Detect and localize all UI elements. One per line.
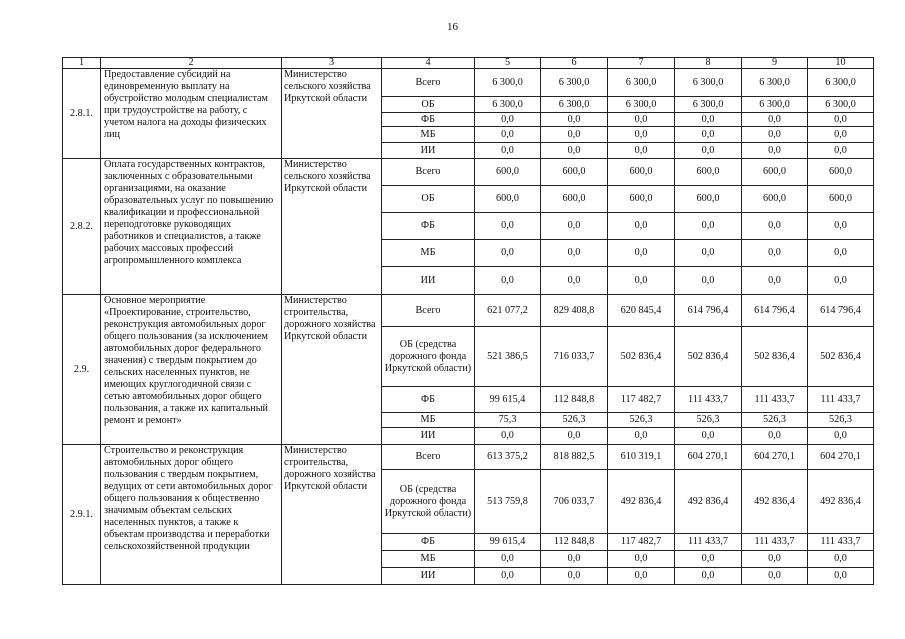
value-cell: 112 848,8 bbox=[541, 534, 608, 551]
value-cell: 0,0 bbox=[608, 267, 675, 295]
funding-source: Всего bbox=[382, 159, 475, 186]
page-number: 16 bbox=[447, 21, 458, 33]
table-row bbox=[63, 295, 874, 327]
value-cell: 600,0 bbox=[541, 186, 608, 213]
value-cell: 706 033,7 bbox=[541, 470, 608, 534]
value-cell: 0,0 bbox=[475, 213, 541, 240]
item-responsible: Министерство сельского хозяйства Иркутской области bbox=[282, 69, 382, 159]
value-cell: 0,0 bbox=[808, 213, 874, 240]
value-cell: 0,0 bbox=[742, 213, 808, 240]
value-cell: 526,3 bbox=[608, 413, 675, 428]
value-cell: 0,0 bbox=[675, 428, 742, 445]
value-cell: 0,0 bbox=[541, 428, 608, 445]
value-cell: 0,0 bbox=[541, 267, 608, 295]
value-cell: 6 300,0 bbox=[742, 69, 808, 97]
value-cell: 0,0 bbox=[808, 267, 874, 295]
value-cell: 604 270,1 bbox=[808, 445, 874, 470]
table-row bbox=[63, 159, 874, 186]
value-cell: 513 759,8 bbox=[475, 470, 541, 534]
value-cell: 0,0 bbox=[541, 240, 608, 267]
value-cell: 0,0 bbox=[475, 240, 541, 267]
value-cell: 99 615,4 bbox=[475, 387, 541, 413]
value-cell: 502 836,4 bbox=[742, 327, 808, 387]
value-cell: 117 482,7 bbox=[608, 387, 675, 413]
value-cell: 6 300,0 bbox=[675, 97, 742, 113]
value-cell: 111 433,7 bbox=[675, 387, 742, 413]
item-code: 2.8.1. bbox=[63, 69, 101, 159]
item-code: 2.8.2. bbox=[63, 159, 101, 295]
funding-source: МБ bbox=[382, 551, 475, 568]
item-description: Основное мероприятие «Проектирование, строительство, реконструкция автомобильных дорог общего пользования (за исключением автомобильных дорог федерального значения) с твердым покрытием до сельских населенных пунктов, не имеющих круглогодичной связи с сетью автомобильных дорог общего пользования, а также их капитальный ремонт и ремонт» bbox=[101, 295, 282, 445]
value-cell: 0,0 bbox=[608, 568, 675, 585]
value-cell: 620 845,4 bbox=[608, 295, 675, 327]
value-cell: 0,0 bbox=[541, 551, 608, 568]
value-cell: 600,0 bbox=[675, 186, 742, 213]
value-cell: 6 300,0 bbox=[475, 69, 541, 97]
funding-source: Всего bbox=[382, 295, 475, 327]
value-cell: 0,0 bbox=[541, 143, 608, 159]
value-cell: 0,0 bbox=[675, 213, 742, 240]
value-cell: 0,0 bbox=[675, 551, 742, 568]
header-row bbox=[63, 58, 874, 69]
funding-source: Всего bbox=[382, 69, 475, 97]
value-cell: 6 300,0 bbox=[608, 97, 675, 113]
value-cell: 526,3 bbox=[742, 413, 808, 428]
value-cell: 0,0 bbox=[675, 240, 742, 267]
value-cell: 6 300,0 bbox=[808, 97, 874, 113]
value-cell: 0,0 bbox=[475, 568, 541, 585]
value-cell: 600,0 bbox=[808, 159, 874, 186]
col-header-4: 4 bbox=[382, 58, 475, 69]
value-cell: 600,0 bbox=[742, 186, 808, 213]
item-description: Оплата государственных контрактов, заключенных с образовательными организациями, на оказание образовательных услуг по повышению квалификации и профессиональной переподготовке руководящих работников и специалистов, а также рабочих массовых профессий агропромышленного комплекса bbox=[101, 159, 282, 295]
value-cell: 600,0 bbox=[808, 186, 874, 213]
value-cell: 600,0 bbox=[475, 159, 541, 186]
value-cell: 492 836,4 bbox=[675, 470, 742, 534]
value-cell: 0,0 bbox=[742, 428, 808, 445]
funding-source: ИИ bbox=[382, 267, 475, 295]
funding-source: ОБ bbox=[382, 186, 475, 213]
funding-source: ИИ bbox=[382, 143, 475, 159]
value-cell: 0,0 bbox=[808, 143, 874, 159]
item-responsible: Министерство строительства, дорожного хозяйства Иркутской области bbox=[282, 295, 382, 445]
value-cell: 0,0 bbox=[541, 113, 608, 127]
item-code: 2.9.1. bbox=[63, 445, 101, 585]
funding-source: ФБ bbox=[382, 213, 475, 240]
value-cell: 0,0 bbox=[475, 551, 541, 568]
value-cell: 75,3 bbox=[475, 413, 541, 428]
value-cell: 600,0 bbox=[541, 159, 608, 186]
item-responsible: Министерство сельского хозяйства Иркутской области bbox=[282, 159, 382, 295]
value-cell: 0,0 bbox=[675, 127, 742, 143]
value-cell: 111 433,7 bbox=[742, 534, 808, 551]
value-cell: 716 033,7 bbox=[541, 327, 608, 387]
value-cell: 0,0 bbox=[608, 428, 675, 445]
col-header-8: 8 bbox=[675, 58, 742, 69]
value-cell: 112 848,8 bbox=[541, 387, 608, 413]
col-header-6: 6 bbox=[541, 58, 608, 69]
value-cell: 0,0 bbox=[475, 127, 541, 143]
value-cell: 0,0 bbox=[608, 143, 675, 159]
program-table bbox=[62, 57, 874, 585]
value-cell: 99 615,4 bbox=[475, 534, 541, 551]
value-cell: 0,0 bbox=[808, 428, 874, 445]
funding-source: ФБ bbox=[382, 387, 475, 413]
value-cell: 6 300,0 bbox=[742, 97, 808, 113]
funding-source: ОБ (средства дорожного фонда Иркутской области) bbox=[382, 470, 475, 534]
value-cell: 829 408,8 bbox=[541, 295, 608, 327]
value-cell: 0,0 bbox=[541, 127, 608, 143]
value-cell: 0,0 bbox=[608, 213, 675, 240]
value-cell: 0,0 bbox=[675, 143, 742, 159]
value-cell: 0,0 bbox=[742, 551, 808, 568]
value-cell: 0,0 bbox=[742, 143, 808, 159]
value-cell: 0,0 bbox=[742, 240, 808, 267]
value-cell: 492 836,4 bbox=[742, 470, 808, 534]
col-header-7: 7 bbox=[608, 58, 675, 69]
value-cell: 604 270,1 bbox=[675, 445, 742, 470]
col-header-1: 1 bbox=[63, 58, 101, 69]
value-cell: 502 836,4 bbox=[608, 327, 675, 387]
value-cell: 818 882,5 bbox=[541, 445, 608, 470]
value-cell: 0,0 bbox=[808, 551, 874, 568]
value-cell: 621 077,2 bbox=[475, 295, 541, 327]
value-cell: 0,0 bbox=[742, 113, 808, 127]
col-header-2: 2 bbox=[101, 58, 282, 69]
value-cell: 492 836,4 bbox=[808, 470, 874, 534]
value-cell: 6 300,0 bbox=[475, 97, 541, 113]
value-cell: 6 300,0 bbox=[541, 97, 608, 113]
item-description: Строительство и реконструкция автомобильных дорог общего пользования с твердым покрытием, ведущих от сети автомобильных дорог общего пользования к общественно значимым объектам сельских населенных пунктов, а также к объектам производства и переработки сельскохозяйственной продукции bbox=[101, 445, 282, 585]
value-cell: 614 796,4 bbox=[808, 295, 874, 327]
col-header-3: 3 bbox=[282, 58, 382, 69]
funding-source: МБ bbox=[382, 127, 475, 143]
value-cell: 604 270,1 bbox=[742, 445, 808, 470]
value-cell: 6 300,0 bbox=[541, 69, 608, 97]
item-description: Предоставление субсидий на единовременную выплату на обустройство молодым специалистам при трудоустройстве на работу, с учетом налога на доходы физических лиц bbox=[101, 69, 282, 159]
value-cell: 0,0 bbox=[675, 568, 742, 585]
value-cell: 0,0 bbox=[475, 428, 541, 445]
value-cell: 0,0 bbox=[541, 568, 608, 585]
value-cell: 0,0 bbox=[742, 127, 808, 143]
value-cell: 6 300,0 bbox=[675, 69, 742, 97]
value-cell: 492 836,4 bbox=[608, 470, 675, 534]
value-cell: 111 433,7 bbox=[742, 387, 808, 413]
value-cell: 0,0 bbox=[608, 113, 675, 127]
funding-source: ИИ bbox=[382, 568, 475, 585]
value-cell: 0,0 bbox=[608, 240, 675, 267]
value-cell: 0,0 bbox=[675, 267, 742, 295]
value-cell: 526,3 bbox=[541, 413, 608, 428]
value-cell: 0,0 bbox=[742, 568, 808, 585]
item-responsible: Министерство строительства, дорожного хозяйства Иркутской области bbox=[282, 445, 382, 585]
value-cell: 610 319,1 bbox=[608, 445, 675, 470]
value-cell: 613 375,2 bbox=[475, 445, 541, 470]
funding-source: ФБ bbox=[382, 113, 475, 127]
value-cell: 0,0 bbox=[808, 113, 874, 127]
funding-source: МБ bbox=[382, 413, 475, 428]
value-cell: 111 433,7 bbox=[675, 534, 742, 551]
value-cell: 0,0 bbox=[475, 267, 541, 295]
value-cell: 0,0 bbox=[742, 267, 808, 295]
value-cell: 614 796,4 bbox=[742, 295, 808, 327]
value-cell: 502 836,4 bbox=[675, 327, 742, 387]
value-cell: 600,0 bbox=[675, 159, 742, 186]
value-cell: 6 300,0 bbox=[808, 69, 874, 97]
value-cell: 111 433,7 bbox=[808, 387, 874, 413]
funding-source: ОБ (средства дорожного фонда Иркутской области) bbox=[382, 327, 475, 387]
value-cell: 0,0 bbox=[541, 213, 608, 240]
value-cell: 0,0 bbox=[608, 127, 675, 143]
col-header-5: 5 bbox=[475, 58, 541, 69]
value-cell: 600,0 bbox=[742, 159, 808, 186]
value-cell: 111 433,7 bbox=[808, 534, 874, 551]
value-cell: 526,3 bbox=[675, 413, 742, 428]
item-code: 2.9. bbox=[63, 295, 101, 445]
value-cell: 0,0 bbox=[675, 113, 742, 127]
funding-source: ИИ bbox=[382, 428, 475, 445]
table-row bbox=[63, 445, 874, 470]
col-header-9: 9 bbox=[742, 58, 808, 69]
funding-source: ФБ bbox=[382, 534, 475, 551]
value-cell: 600,0 bbox=[608, 186, 675, 213]
value-cell: 600,0 bbox=[608, 159, 675, 186]
value-cell: 0,0 bbox=[475, 113, 541, 127]
value-cell: 0,0 bbox=[808, 568, 874, 585]
value-cell: 6 300,0 bbox=[608, 69, 675, 97]
funding-source: МБ bbox=[382, 240, 475, 267]
value-cell: 614 796,4 bbox=[675, 295, 742, 327]
value-cell: 0,0 bbox=[608, 551, 675, 568]
value-cell: 117 482,7 bbox=[608, 534, 675, 551]
value-cell: 526,3 bbox=[808, 413, 874, 428]
value-cell: 502 836,4 bbox=[808, 327, 874, 387]
value-cell: 0,0 bbox=[808, 127, 874, 143]
table-row bbox=[63, 69, 874, 97]
funding-source: ОБ bbox=[382, 97, 475, 113]
funding-source: Всего bbox=[382, 445, 475, 470]
value-cell: 521 386,5 bbox=[475, 327, 541, 387]
value-cell: 0,0 bbox=[475, 143, 541, 159]
value-cell: 0,0 bbox=[808, 240, 874, 267]
value-cell: 600,0 bbox=[475, 186, 541, 213]
col-header-10: 10 bbox=[808, 58, 874, 69]
